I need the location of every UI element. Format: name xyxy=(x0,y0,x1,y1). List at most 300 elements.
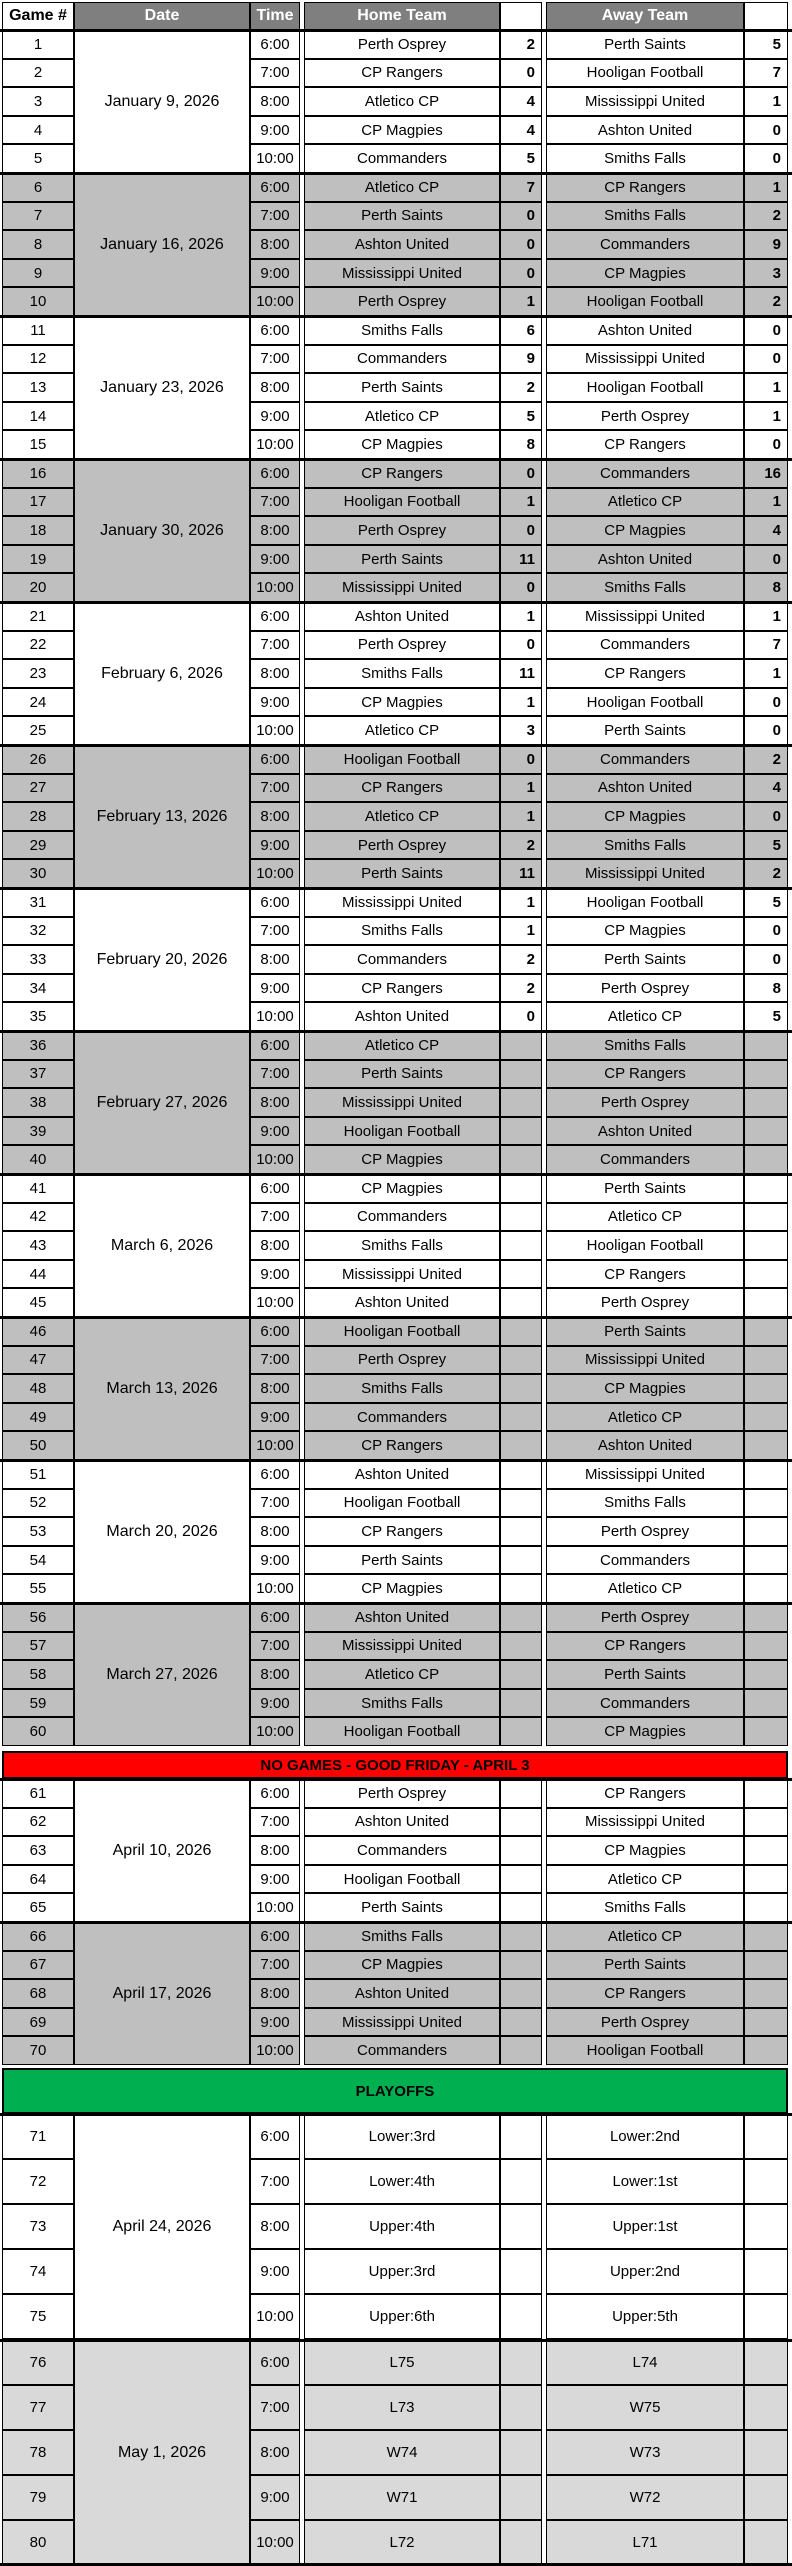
home-team: Perth Saints xyxy=(304,1893,500,1922)
home-score xyxy=(500,1865,542,1894)
week-separator xyxy=(0,1602,792,1605)
away-score xyxy=(744,2159,788,2204)
home-score xyxy=(500,1979,542,2008)
home-team: Commanders xyxy=(304,144,500,173)
game-number: 6 xyxy=(2,173,74,202)
away-team: Smiths Falls xyxy=(546,573,744,602)
game-number: 61 xyxy=(2,1779,74,1808)
away-team: CP Magpies xyxy=(546,516,744,545)
away-score: 1 xyxy=(744,402,788,431)
game-number: 37 xyxy=(2,1060,74,1089)
game-time: 10:00 xyxy=(250,1002,300,1031)
home-score: 0 xyxy=(500,230,542,259)
game-number: 78 xyxy=(2,2430,74,2475)
game-time: 6:00 xyxy=(250,745,300,774)
away-score: 2 xyxy=(744,745,788,774)
away-score xyxy=(744,1603,788,1632)
away-score xyxy=(744,1660,788,1689)
away-team: Ashton United xyxy=(546,545,744,574)
away-team: CP Rangers xyxy=(546,1979,744,2008)
away-team: Perth Osprey xyxy=(546,2008,744,2037)
away-team: Atletico CP xyxy=(546,1574,744,1603)
away-score: 8 xyxy=(744,573,788,602)
header-time: Time xyxy=(250,2,300,30)
week-separator xyxy=(0,744,792,747)
away-score xyxy=(744,2008,788,2037)
home-score: 1 xyxy=(500,287,542,316)
home-score: 0 xyxy=(500,745,542,774)
away-score: 9 xyxy=(744,230,788,259)
week-date: March 20, 2026 xyxy=(74,1460,250,1603)
away-team: CP Rangers xyxy=(546,1632,744,1661)
home-score xyxy=(500,1717,542,1746)
away-score: 5 xyxy=(744,1002,788,1031)
game-number: 39 xyxy=(2,1117,74,1146)
week-separator xyxy=(0,601,792,604)
home-team: Commanders xyxy=(304,1836,500,1865)
header-game-number: Game # xyxy=(2,2,74,30)
home-team: CP Magpies xyxy=(304,688,500,717)
away-team: CP Rangers xyxy=(546,659,744,688)
away-score: 1 xyxy=(744,87,788,116)
away-score: 7 xyxy=(744,631,788,660)
away-team: Perth Saints xyxy=(546,716,744,745)
week-separator xyxy=(0,1316,792,1319)
away-score xyxy=(744,2385,788,2430)
home-score: 0 xyxy=(500,573,542,602)
header-away-team: Away Team xyxy=(546,2,744,30)
away-team: Perth Saints xyxy=(546,30,744,59)
away-score xyxy=(744,1808,788,1837)
home-team: Mississippi United xyxy=(304,1260,500,1289)
game-number: 25 xyxy=(2,716,74,745)
home-score xyxy=(500,1317,542,1346)
game-time: 8:00 xyxy=(250,2430,300,2475)
game-number: 34 xyxy=(2,974,74,1003)
week-separator xyxy=(0,29,792,32)
home-score: 2 xyxy=(500,30,542,59)
week-separator xyxy=(0,1921,792,1924)
game-number: 9 xyxy=(2,259,74,288)
game-number: 8 xyxy=(2,230,74,259)
game-time: 10:00 xyxy=(250,430,300,459)
home-team: Lower:3rd xyxy=(304,2114,500,2159)
game-time: 8:00 xyxy=(250,1660,300,1689)
home-score: 0 xyxy=(500,516,542,545)
away-team: Hooligan Football xyxy=(546,1231,744,1260)
game-time: 7:00 xyxy=(250,1346,300,1375)
away-score: 7 xyxy=(744,59,788,88)
away-team: Perth Saints xyxy=(546,1174,744,1203)
game-number: 80 xyxy=(2,2520,74,2565)
week-date: January 9, 2026 xyxy=(74,30,250,173)
away-team: Atletico CP xyxy=(546,1203,744,1232)
away-team: Atletico CP xyxy=(546,1865,744,1894)
home-score xyxy=(500,1517,542,1546)
away-score xyxy=(744,1517,788,1546)
away-score: 8 xyxy=(744,974,788,1003)
game-time: 8:00 xyxy=(250,1374,300,1403)
game-number: 51 xyxy=(2,1460,74,1489)
home-score: 0 xyxy=(500,459,542,488)
away-team: L71 xyxy=(546,2520,744,2565)
week-separator xyxy=(0,458,792,461)
away-team: Hooligan Football xyxy=(546,2036,744,2065)
away-team: Perth Osprey xyxy=(546,974,744,1003)
game-number: 5 xyxy=(2,144,74,173)
game-time: 8:00 xyxy=(250,802,300,831)
away-score xyxy=(744,2249,788,2294)
game-time: 10:00 xyxy=(250,1145,300,1174)
away-score xyxy=(744,1374,788,1403)
away-score: 0 xyxy=(744,345,788,374)
away-team: Upper:1st xyxy=(546,2204,744,2249)
home-score xyxy=(500,1922,542,1951)
home-team: CP Rangers xyxy=(304,1517,500,1546)
away-team: Commanders xyxy=(546,631,744,660)
game-time: 7:00 xyxy=(250,59,300,88)
away-score: 1 xyxy=(744,373,788,402)
home-team: Upper:6th xyxy=(304,2294,500,2339)
away-team: CP Rangers xyxy=(546,1779,744,1808)
header-date: Date xyxy=(74,2,250,30)
game-number: 13 xyxy=(2,373,74,402)
home-score: 1 xyxy=(500,774,542,803)
home-team: Ashton United xyxy=(304,1002,500,1031)
week-separator xyxy=(0,1030,792,1033)
home-score xyxy=(500,1489,542,1518)
game-time: 7:00 xyxy=(250,1951,300,1980)
away-score xyxy=(744,1717,788,1746)
home-score xyxy=(500,1088,542,1117)
away-team: Lower:2nd xyxy=(546,2114,744,2159)
away-score: 5 xyxy=(744,888,788,917)
away-team: Commanders xyxy=(546,1689,744,1718)
away-team: Atletico CP xyxy=(546,1403,744,1432)
game-time: 7:00 xyxy=(250,345,300,374)
away-score xyxy=(744,1779,788,1808)
game-number: 49 xyxy=(2,1403,74,1432)
away-team: Perth Saints xyxy=(546,1317,744,1346)
header-home-score xyxy=(500,2,542,30)
game-number: 67 xyxy=(2,1951,74,1980)
home-team: CP Rangers xyxy=(304,1431,500,1460)
game-number: 17 xyxy=(2,488,74,517)
home-score xyxy=(500,2114,542,2159)
away-team: Mississippi United xyxy=(546,1808,744,1837)
home-team: CP Magpies xyxy=(304,1145,500,1174)
home-score: 4 xyxy=(500,87,542,116)
game-time: 7:00 xyxy=(250,1808,300,1837)
home-score: 1 xyxy=(500,602,542,631)
game-time: 6:00 xyxy=(250,888,300,917)
home-score xyxy=(500,1346,542,1375)
game-number: 56 xyxy=(2,1603,74,1632)
away-team: Smiths Falls xyxy=(546,1031,744,1060)
home-team: Perth Osprey xyxy=(304,1346,500,1375)
week-separator xyxy=(0,1173,792,1176)
game-number: 76 xyxy=(2,2340,74,2385)
home-score xyxy=(500,2294,542,2339)
home-team: Perth Saints xyxy=(304,859,500,888)
home-team: Commanders xyxy=(304,1403,500,1432)
game-number: 30 xyxy=(2,859,74,888)
away-score xyxy=(744,1689,788,1718)
away-score xyxy=(744,1489,788,1518)
away-team: Ashton United xyxy=(546,116,744,145)
away-team: CP Rangers xyxy=(546,1260,744,1289)
week-date: March 6, 2026 xyxy=(74,1174,250,1317)
home-team: Lower:4th xyxy=(304,2159,500,2204)
home-team: Atletico CP xyxy=(304,87,500,116)
home-score xyxy=(500,2385,542,2430)
game-number: 43 xyxy=(2,1231,74,1260)
home-team: Hooligan Football xyxy=(304,745,500,774)
game-time: 7:00 xyxy=(250,2385,300,2430)
game-time: 9:00 xyxy=(250,402,300,431)
game-number: 24 xyxy=(2,688,74,717)
game-number: 75 xyxy=(2,2294,74,2339)
home-score: 2 xyxy=(500,974,542,1003)
away-team: Mississippi United xyxy=(546,1460,744,1489)
home-score: 0 xyxy=(500,1002,542,1031)
home-team: CP Magpies xyxy=(304,430,500,459)
game-number: 63 xyxy=(2,1836,74,1865)
game-time: 10:00 xyxy=(250,716,300,745)
game-number: 19 xyxy=(2,545,74,574)
playoffs-banner: PLAYOFFS xyxy=(2,2068,788,2114)
home-team: CP Magpies xyxy=(304,1574,500,1603)
home-team: W71 xyxy=(304,2475,500,2520)
home-score: 1 xyxy=(500,888,542,917)
game-number: 28 xyxy=(2,802,74,831)
game-number: 40 xyxy=(2,1145,74,1174)
home-score: 4 xyxy=(500,116,542,145)
home-team: Atletico CP xyxy=(304,1031,500,1060)
home-score xyxy=(500,1403,542,1432)
game-time: 7:00 xyxy=(250,631,300,660)
away-team: Atletico CP xyxy=(546,488,744,517)
week-date: March 27, 2026 xyxy=(74,1603,250,1746)
away-score: 16 xyxy=(744,459,788,488)
home-team: Perth Saints xyxy=(304,1546,500,1575)
away-team: Smiths Falls xyxy=(546,144,744,173)
away-score: 0 xyxy=(744,917,788,946)
away-team: CP Magpies xyxy=(546,1717,744,1746)
home-team: Commanders xyxy=(304,2036,500,2065)
home-team: L72 xyxy=(304,2520,500,2565)
home-score: 1 xyxy=(500,802,542,831)
week-date: February 20, 2026 xyxy=(74,888,250,1031)
home-score xyxy=(500,1808,542,1837)
home-team: Hooligan Football xyxy=(304,1717,500,1746)
away-score xyxy=(744,1979,788,2008)
week-date: April 24, 2026 xyxy=(74,2114,250,2339)
game-time: 6:00 xyxy=(250,173,300,202)
away-score xyxy=(744,1088,788,1117)
home-team: Mississippi United xyxy=(304,259,500,288)
game-time: 8:00 xyxy=(250,1517,300,1546)
home-score: 2 xyxy=(500,945,542,974)
game-number: 50 xyxy=(2,1431,74,1460)
week-separator xyxy=(0,887,792,890)
home-team: CP Rangers xyxy=(304,774,500,803)
game-time: 7:00 xyxy=(250,1203,300,1232)
game-number: 3 xyxy=(2,87,74,116)
game-number: 38 xyxy=(2,1088,74,1117)
game-time: 6:00 xyxy=(250,2114,300,2159)
away-score: 0 xyxy=(744,316,788,345)
home-team: Perth Saints xyxy=(304,545,500,574)
home-score: 8 xyxy=(500,430,542,459)
home-score xyxy=(500,1431,542,1460)
home-team: Atletico CP xyxy=(304,802,500,831)
home-team: Hooligan Football xyxy=(304,1317,500,1346)
home-team: Smiths Falls xyxy=(304,917,500,946)
away-score: 0 xyxy=(744,945,788,974)
away-score xyxy=(744,2520,788,2565)
game-time: 7:00 xyxy=(250,1489,300,1518)
home-score xyxy=(500,2340,542,2385)
away-team: Hooligan Football xyxy=(546,688,744,717)
home-team: CP Rangers xyxy=(304,974,500,1003)
home-team: Ashton United xyxy=(304,1288,500,1317)
away-score xyxy=(744,2204,788,2249)
home-score xyxy=(500,1374,542,1403)
home-team: Commanders xyxy=(304,945,500,974)
game-number: 74 xyxy=(2,2249,74,2294)
game-time: 6:00 xyxy=(250,459,300,488)
game-time: 8:00 xyxy=(250,1836,300,1865)
game-time: 9:00 xyxy=(250,259,300,288)
home-team: Mississippi United xyxy=(304,1632,500,1661)
game-time: 8:00 xyxy=(250,516,300,545)
away-score: 1 xyxy=(744,602,788,631)
home-score: 0 xyxy=(500,59,542,88)
week-date: February 13, 2026 xyxy=(74,745,250,888)
game-number: 72 xyxy=(2,2159,74,2204)
home-score: 11 xyxy=(500,545,542,574)
home-score: 11 xyxy=(500,659,542,688)
game-time: 6:00 xyxy=(250,1174,300,1203)
game-number: 58 xyxy=(2,1660,74,1689)
game-number: 45 xyxy=(2,1288,74,1317)
away-score: 1 xyxy=(744,488,788,517)
home-score xyxy=(500,1174,542,1203)
away-score xyxy=(744,1260,788,1289)
away-score xyxy=(744,2340,788,2385)
away-score xyxy=(744,1288,788,1317)
home-team: Smiths Falls xyxy=(304,659,500,688)
away-team: CP Magpies xyxy=(546,1836,744,1865)
home-score xyxy=(500,1260,542,1289)
away-score: 0 xyxy=(744,688,788,717)
header-away-score xyxy=(744,2,788,30)
home-score: 3 xyxy=(500,716,542,745)
away-score xyxy=(744,2430,788,2475)
away-team: Commanders xyxy=(546,230,744,259)
week-separator xyxy=(0,1459,792,1462)
home-team: Mississippi United xyxy=(304,573,500,602)
home-score: 1 xyxy=(500,488,542,517)
home-team: Smiths Falls xyxy=(304,1374,500,1403)
home-score: 7 xyxy=(500,173,542,202)
game-time: 6:00 xyxy=(250,1460,300,1489)
away-team: Perth Osprey xyxy=(546,1517,744,1546)
home-team: L75 xyxy=(304,2340,500,2385)
home-score xyxy=(500,1603,542,1632)
home-team: Perth Osprey xyxy=(304,30,500,59)
home-team: Smiths Falls xyxy=(304,316,500,345)
away-team: CP Magpies xyxy=(546,259,744,288)
game-number: 52 xyxy=(2,1489,74,1518)
game-number: 31 xyxy=(2,888,74,917)
away-score xyxy=(744,1893,788,1922)
away-score xyxy=(744,1922,788,1951)
game-time: 8:00 xyxy=(250,659,300,688)
game-number: 41 xyxy=(2,1174,74,1203)
away-score xyxy=(744,1317,788,1346)
game-number: 69 xyxy=(2,2008,74,2037)
home-team: Commanders xyxy=(304,1203,500,1232)
game-number: 10 xyxy=(2,287,74,316)
away-team: Smiths Falls xyxy=(546,831,744,860)
game-number: 7 xyxy=(2,202,74,231)
game-number: 64 xyxy=(2,1865,74,1894)
home-team: Ashton United xyxy=(304,1808,500,1837)
home-team: W74 xyxy=(304,2430,500,2475)
game-time: 7:00 xyxy=(250,1632,300,1661)
home-score: 2 xyxy=(500,373,542,402)
game-time: 8:00 xyxy=(250,945,300,974)
away-team: Smiths Falls xyxy=(546,1489,744,1518)
game-time: 10:00 xyxy=(250,1288,300,1317)
game-time: 8:00 xyxy=(250,1979,300,2008)
game-number: 14 xyxy=(2,402,74,431)
game-number: 79 xyxy=(2,2475,74,2520)
away-team: Perth Osprey xyxy=(546,1288,744,1317)
away-team: Commanders xyxy=(546,1546,744,1575)
game-number: 18 xyxy=(2,516,74,545)
away-score xyxy=(744,2114,788,2159)
week-date: May 1, 2026 xyxy=(74,2340,250,2565)
home-score xyxy=(500,1893,542,1922)
header-home-team: Home Team xyxy=(304,2,500,30)
game-time: 9:00 xyxy=(250,116,300,145)
game-time: 8:00 xyxy=(250,2204,300,2249)
home-team: L73 xyxy=(304,2385,500,2430)
away-score: 0 xyxy=(744,545,788,574)
home-score xyxy=(500,1031,542,1060)
game-time: 10:00 xyxy=(250,1431,300,1460)
away-score: 2 xyxy=(744,287,788,316)
game-number: 15 xyxy=(2,430,74,459)
home-score: 6 xyxy=(500,316,542,345)
game-number: 71 xyxy=(2,2114,74,2159)
away-score xyxy=(744,1145,788,1174)
away-team: Mississippi United xyxy=(546,87,744,116)
away-score xyxy=(744,1203,788,1232)
away-team: Mississippi United xyxy=(546,345,744,374)
game-time: 9:00 xyxy=(250,2249,300,2294)
away-team: Hooligan Football xyxy=(546,59,744,88)
game-time: 6:00 xyxy=(250,1779,300,1808)
game-time: 9:00 xyxy=(250,2008,300,2037)
away-score xyxy=(744,1574,788,1603)
game-number: 27 xyxy=(2,774,74,803)
week-separator xyxy=(0,315,792,318)
game-time: 7:00 xyxy=(250,774,300,803)
